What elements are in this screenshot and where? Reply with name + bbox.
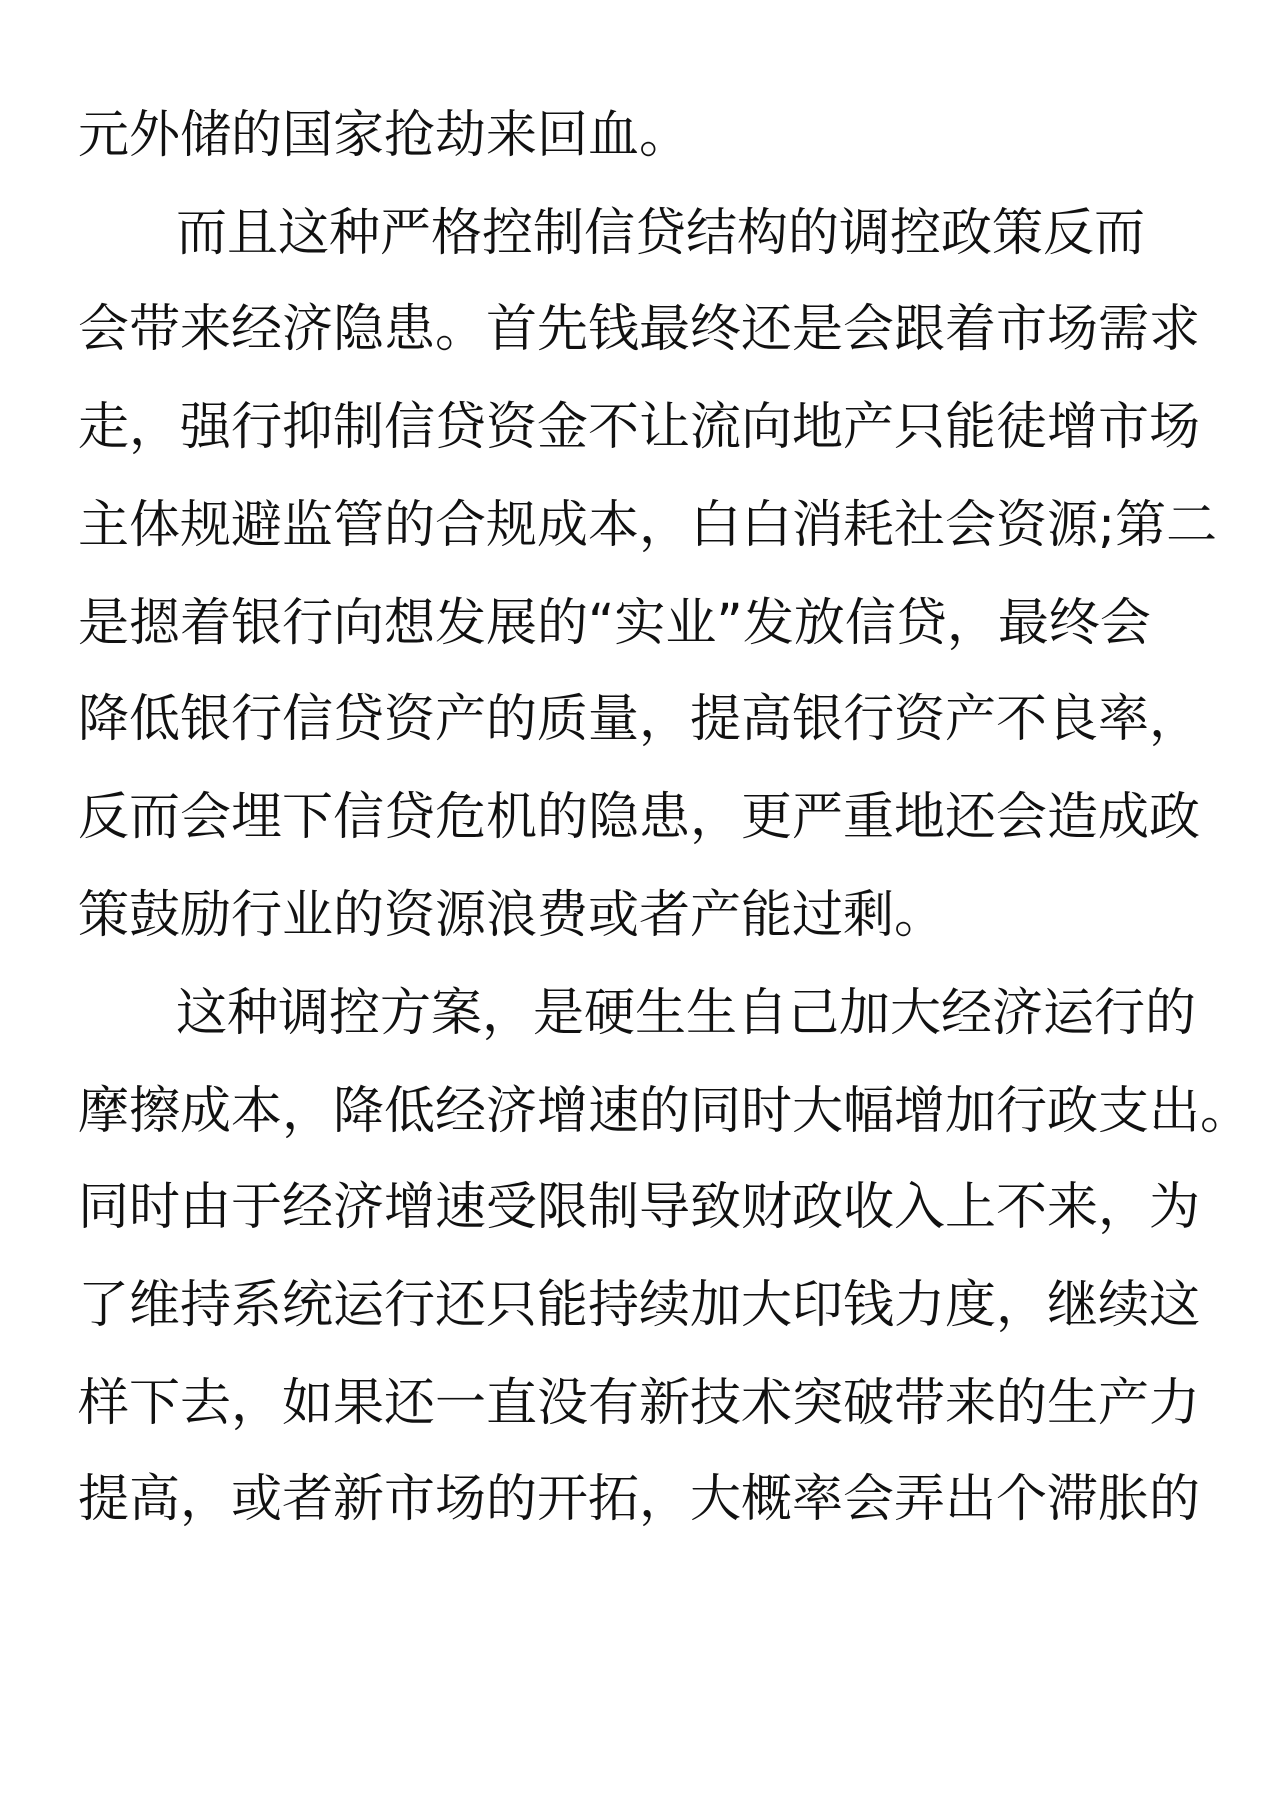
text-line: 样下去，如果还一直没有新技术突破带来的生产力 — [78, 1374, 1201, 1433]
text-line: 走，强行抑制信贷资金不让流向地产只能徒增市场 — [78, 398, 1201, 457]
text-line: 主体规避监管的合规成本，白白消耗社会资源;第二 — [78, 496, 1218, 555]
text-line: 降低银行信贷资产的质量，提高银行资产不良率， — [78, 690, 1201, 749]
text-line: 摩擦成本，降低经济增速的同时大幅增加行政支出。 — [78, 1082, 1252, 1141]
text-line: 反而会埋下信贷危机的隐患，更严重地还会造成政 — [78, 788, 1201, 847]
text-line: 策鼓励行业的资源浪费或者产能过剩。 — [78, 886, 946, 945]
text-line: 提高，或者新市场的开拓，大概率会弄出个滞胀的 — [78, 1470, 1201, 1529]
text-line: 了维持系统运行还只能持续加大印钱力度，继续这 — [78, 1276, 1201, 1335]
text-line: 是摁着银行向想发展的“实业”发放信贷，最终会 — [78, 594, 1151, 653]
paragraph-first-line: 这种调控方案，是硬生生自己加大经济运行的 — [176, 984, 1197, 1043]
paragraph-first-line: 而且这种严格控制信贷结构的调控政策反而 — [176, 204, 1146, 263]
text-line: 会带来经济隐患。首先钱最终还是会跟着市场需求 — [78, 300, 1201, 359]
text-line: 元外储的国家抢劫来回血。 — [78, 106, 691, 165]
text-line: 同时由于经济增速受限制导致财政收入上不来，为 — [78, 1178, 1201, 1237]
